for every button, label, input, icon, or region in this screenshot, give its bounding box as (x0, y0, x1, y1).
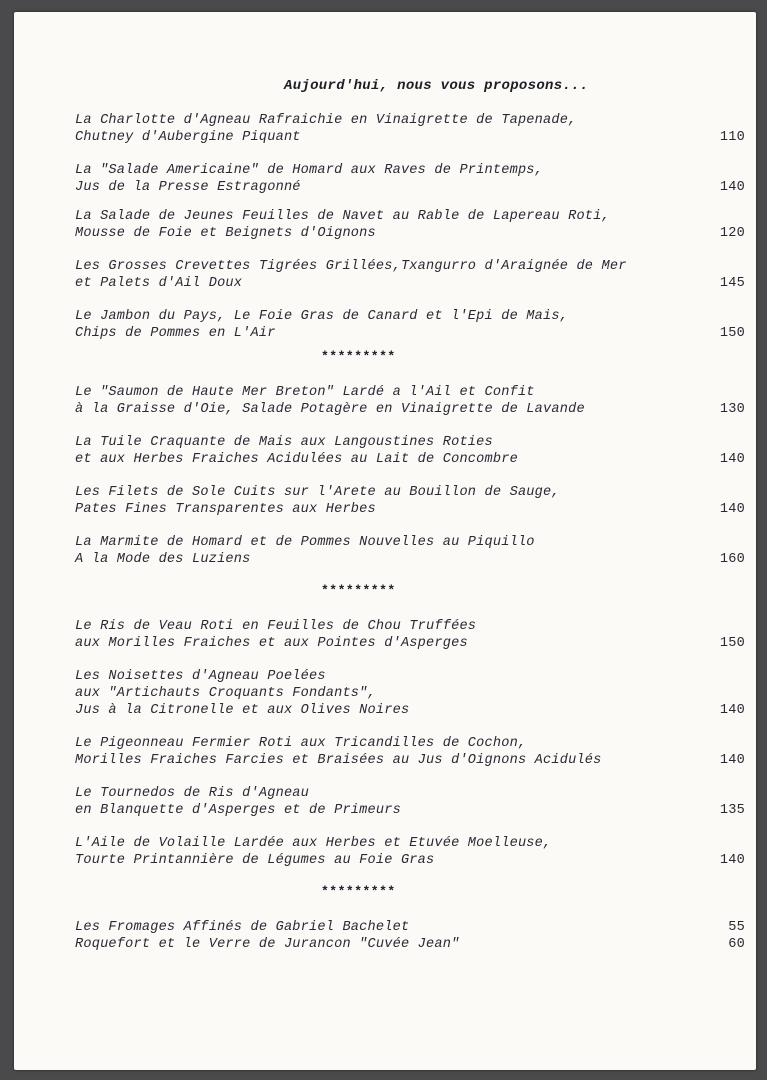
section-separator: ********* (321, 349, 396, 364)
cheese-section (75, 919, 745, 953)
dish-line: La Tuile Craquante de Mais aux Langoustines Roties (75, 435, 493, 450)
dish-line: Le Pigeonneau Fermier Roti aux Tricandilles de Cochon, (75, 736, 527, 751)
menu-item (75, 785, 745, 819)
dish-price: 140 (719, 753, 745, 768)
dish-line: La Charlotte d'Agneau Rafraichie en Vinaigrette de Tapenade, (75, 113, 577, 128)
dish-line: Chips de Pommes en L'Air (75, 326, 276, 341)
dish-price: 140 (719, 180, 745, 195)
dish-price: 150 (719, 326, 745, 341)
dish-line: Le Ris de Veau Roti en Feuilles de Chou Truffées (75, 619, 477, 634)
menu-item (75, 258, 745, 292)
menu-item (75, 668, 745, 719)
menu-item (75, 308, 745, 342)
dish-line: et aux Herbes Fraiches Acidulées au Lait de Concombre (75, 452, 518, 467)
menu-item (75, 618, 745, 652)
menu-item (75, 919, 745, 936)
dish-line: aux Morilles Fraiches et aux Pointes d'Asperges (75, 636, 468, 651)
dish-line: Tourte Printannière de Légumes au Foie Gras (75, 853, 435, 868)
dish-line: Jus de la Presse Estragonné (75, 180, 301, 195)
menu-item (75, 835, 745, 869)
menu-item (75, 384, 745, 418)
dish-price: 140 (719, 502, 745, 517)
dish-line: aux "Artichauts Croquants Fondants", (75, 686, 376, 701)
dish-line: Chutney d'Aubergine Piquant (75, 130, 301, 145)
dish-line: Les Fromages Affinés de Gabriel Bachelet (75, 920, 410, 935)
dish-price: 150 (719, 636, 745, 651)
menu-item (75, 735, 745, 769)
menu-item (75, 484, 745, 518)
menu-item (75, 936, 745, 953)
dish-line: Le Tournedos de Ris d'Agneau (75, 786, 310, 801)
menu-item (75, 162, 745, 196)
dish-line: Les Filets de Sole Cuits sur l'Arete au Bouillon de Sauge, (75, 485, 560, 500)
dish-line: L'Aile de Volaille Lardée aux Herbes et Etuvée Moelleuse, (75, 836, 552, 851)
dish-price: 160 (719, 552, 745, 567)
dish-line: Le "Saumon de Haute Mer Breton" Lardé a l'Ail et Confit (75, 385, 535, 400)
dish-price: 140 (719, 853, 745, 868)
dish-line: Morilles Fraiches Farcies et Braisées au Jus d'Oignons Acidulés (75, 753, 602, 768)
dish-line: Les Noisettes d'Agneau Poelées (75, 669, 326, 684)
dish-line: La Salade de Jeunes Feuilles de Navet au Rable de Lapereau Roti, (75, 209, 610, 224)
menu-header: Aujourd'hui, nous vous proposons... (284, 78, 589, 94)
dish-line: A la Mode des Luziens (75, 552, 251, 567)
menu-item (75, 208, 745, 242)
dish-line: La Marmite de Homard et de Pommes Nouvelles au Piquillo (75, 535, 535, 550)
section-separator: ********* (321, 583, 396, 598)
dish-line: Mousse de Foie et Beignets d'Oignons (75, 226, 376, 241)
dish-line: et Palets d'Ail Doux (75, 276, 243, 291)
dish-price: 55 (728, 920, 745, 935)
dish-price: 120 (719, 226, 745, 241)
dish-line: en Blanquette d'Asperges et de Primeurs (75, 803, 401, 818)
dish-line: Le Jambon du Pays, Le Foie Gras de Canard et l'Epi de Mais, (75, 309, 569, 324)
dish-price: 60 (728, 937, 745, 952)
menu-item (75, 434, 745, 468)
dish-line: La "Salade Americaine" de Homard aux Raves de Printemps, (75, 163, 544, 178)
dish-price: 140 (719, 452, 745, 467)
dish-price: 140 (719, 703, 745, 718)
dish-price: 110 (719, 130, 745, 145)
menu-item (75, 534, 745, 568)
dish-price: 145 (719, 276, 745, 291)
dish-price: 135 (719, 803, 745, 818)
menu-page (14, 12, 756, 1070)
menu-item (75, 112, 745, 146)
dish-line: à la Graisse d'Oie, Salade Potagère en Vinaigrette de Lavande (75, 402, 585, 417)
section-separator: ********* (321, 884, 396, 899)
dish-price: 130 (719, 402, 745, 417)
dish-line: Les Grosses Crevettes Tigrées Grillées,Txangurro d'Araignée de Mer (75, 259, 627, 274)
dish-line: Roquefort et le Verre de Jurancon "Cuvée Jean" (75, 937, 460, 952)
dish-line: Pates Fines Transparentes aux Herbes (75, 502, 376, 517)
dish-line: Jus à la Citronelle et aux Olives Noires (75, 703, 410, 718)
